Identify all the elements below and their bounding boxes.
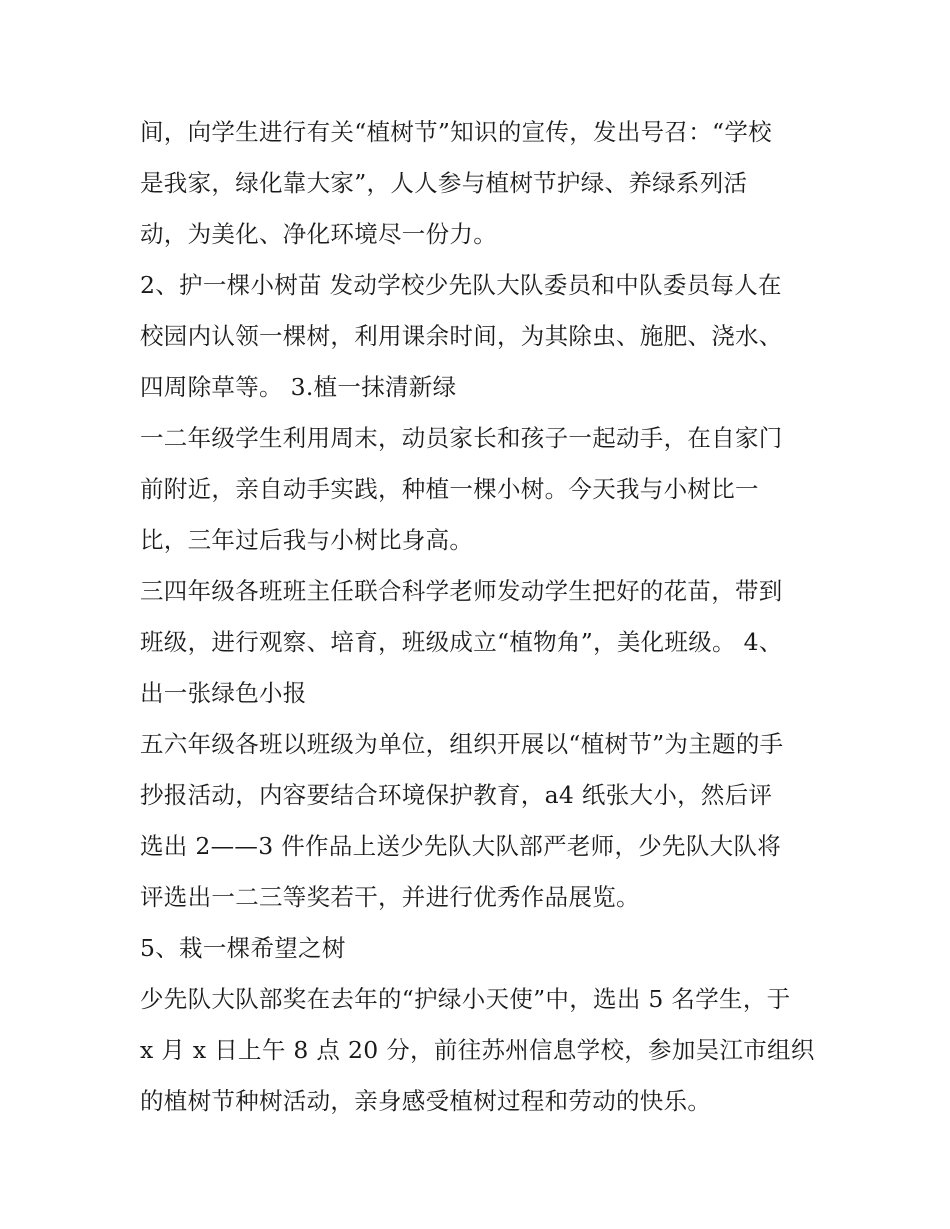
text-line: 选出 2——3 件作品上送少先队大队部严老师，少先队大队将	[140, 832, 782, 860]
text-line: 出一张绿色小报	[140, 679, 307, 707]
text-line: 抄报活动，内容要结合环境保护教育，a4 纸张大小，然后评	[140, 781, 773, 809]
text-line: 一二年级学生利用周末，动员家长和孩子一起动手，在自家门	[140, 424, 783, 452]
text-line: 2、护一棵小树苗 发动学校少先队大队委员和中队委员每人在	[140, 271, 782, 299]
text-line: 校园内认领一棵树，利用课余时间，为其除虫、施肥、浇水、	[140, 322, 783, 350]
text-line: 三四年级各班班主任联合科学老师发动学生把好的花苗，带到	[140, 577, 783, 605]
text-line: 五六年级各班以班级为单位，组织开展以“植树节”为主题的手	[140, 730, 784, 758]
document-body	[140, 107, 820, 1127]
text-line: 5、栽一棵希望之树	[140, 934, 346, 962]
text-line: 评选出一二三等奖若干，并进行优秀作品展览。	[140, 883, 640, 911]
text-line: 前附近，亲自动手实践，种植一棵小树。今天我与小树比一	[140, 475, 759, 503]
text-line: 四周除草等。 3.植一抹清新绿	[140, 373, 457, 401]
text-line: 少先队大队部奖在去年的“护绿小天使”中，选出 5 名学生，于	[140, 985, 791, 1013]
text-line: 班级，进行观察、培育，班级成立“植物角”，美化班级。 4、	[140, 628, 783, 656]
text-line: 的植树节种树活动，亲身感受植树过程和劳动的快乐。	[140, 1087, 712, 1115]
text-line: 间，向学生进行有关“植树节”知识的宣传，发出号召：“学校	[140, 118, 772, 146]
text-line: x 月 x 日上午 8 点 20 分，前往苏州信息学校，参加吴江市组织	[140, 1036, 815, 1064]
text-line: 比，三年过后我与小树比身高。	[140, 526, 474, 554]
text-line: 是我家，绿化靠大家”，人人参与植树节护绿、养绿系列活	[140, 169, 748, 197]
text-line: 动，为美化、净化环境尽一份力。	[140, 220, 497, 248]
